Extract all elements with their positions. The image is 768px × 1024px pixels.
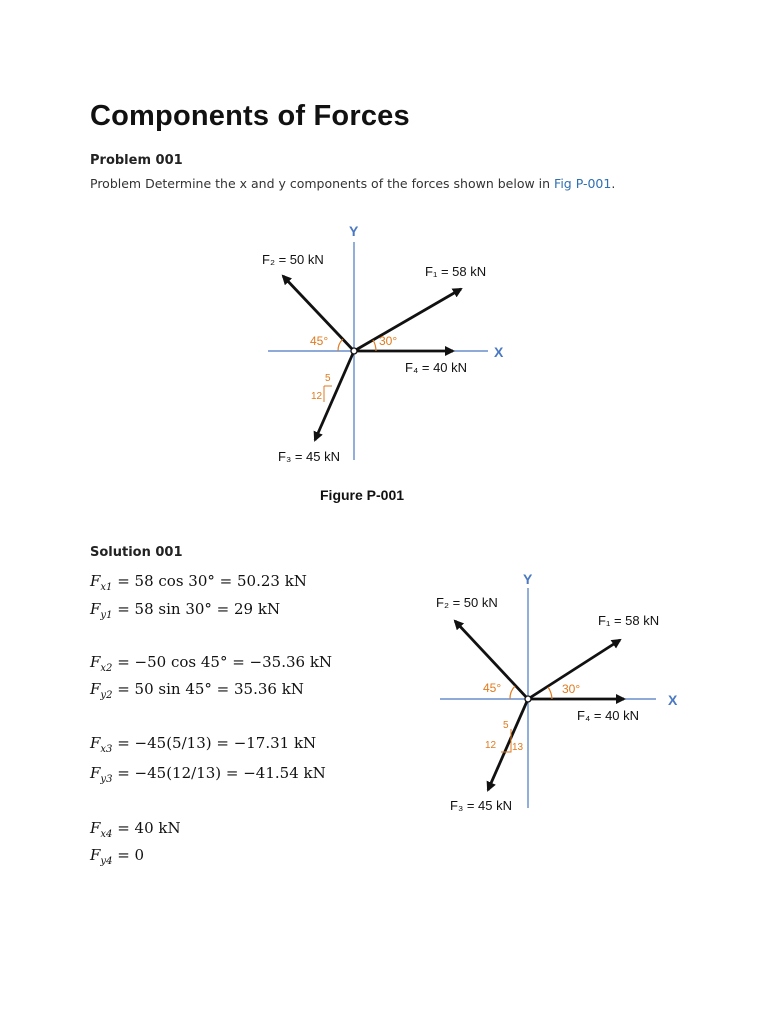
angle-45-arc bbox=[510, 686, 515, 699]
figure-caption: Figure P-001 bbox=[320, 487, 405, 503]
problem-text-prefix: Problem Determine the x and y components of the forces shown below in bbox=[90, 176, 555, 191]
force-f1-arrow bbox=[354, 289, 461, 351]
equation-fx3: $F_{x3} = -45(5/13) = -17.31$ kN bbox=[90, 734, 317, 755]
y-axis-label: Y bbox=[523, 571, 533, 587]
problem-heading: Problem 001 bbox=[90, 153, 183, 168]
f3-label: F₃ = 45 kN bbox=[278, 449, 341, 464]
equation-fx1: $F_{x1} = 58$ cos 30° = 50.23 kN bbox=[90, 572, 307, 593]
angle-45-arc bbox=[338, 339, 343, 351]
f2-label: F₂ = 50 kN bbox=[262, 252, 324, 267]
angle-30-label: 30° bbox=[562, 682, 581, 696]
problem-statement bbox=[90, 176, 615, 191]
problem-text-suffix: . bbox=[611, 176, 616, 191]
equation-fy4: $F_{y4} = 0$ bbox=[90, 846, 145, 867]
slope-5-label: 5 bbox=[503, 720, 509, 731]
slope-12-label: 12 bbox=[485, 740, 497, 751]
origin-pin bbox=[525, 696, 531, 702]
page-title: Components of Forces bbox=[90, 100, 410, 132]
angle-30-arc bbox=[548, 687, 552, 699]
equation-fy3: $F_{y3} = -45(12/13) = -41.54$ kN bbox=[90, 764, 326, 785]
x-axis-label: X bbox=[494, 344, 504, 360]
figure-p001 bbox=[258, 218, 528, 518]
f4-label: F₄ = 40 kN bbox=[577, 708, 640, 723]
f4-label: F₄ = 40 kN bbox=[405, 360, 468, 375]
angle-45-label: 45° bbox=[310, 334, 329, 348]
origin-pin bbox=[351, 348, 357, 354]
x-axis-label: X bbox=[668, 692, 678, 708]
angle-30-label: 30° bbox=[379, 334, 398, 348]
angle-30-arc bbox=[373, 340, 376, 351]
f1-label: F₁ = 58 kN bbox=[425, 264, 487, 279]
solution-heading: Solution 001 bbox=[90, 545, 183, 560]
slope-12-label: 12 bbox=[311, 391, 323, 402]
f3-label: F₃ = 45 kN bbox=[450, 798, 513, 813]
figure-link[interactable]: Fig P-001 bbox=[554, 176, 612, 191]
equation-fy2: $F_{y2} = 50$ sin 45° = 35.36 kN bbox=[90, 680, 304, 701]
slope-5-label: 5 bbox=[325, 373, 331, 384]
f2-label: F₂ = 50 kN bbox=[436, 595, 498, 610]
y-axis-label: Y bbox=[349, 223, 359, 239]
equation-fx2: $F_{x2} = -50$ cos 45° = −35.36 kN bbox=[90, 653, 333, 674]
equation-fx4: $F_{x4} = 40$ kN bbox=[90, 819, 181, 840]
slope-13-label: 13 bbox=[512, 742, 524, 753]
figure-solution bbox=[428, 568, 698, 818]
angle-45-label: 45° bbox=[483, 681, 502, 695]
f1-label: F₁ = 58 kN bbox=[598, 613, 660, 628]
equation-fy1: $F_{y1} = 58$ sin 30° = 29 kN bbox=[90, 600, 281, 621]
